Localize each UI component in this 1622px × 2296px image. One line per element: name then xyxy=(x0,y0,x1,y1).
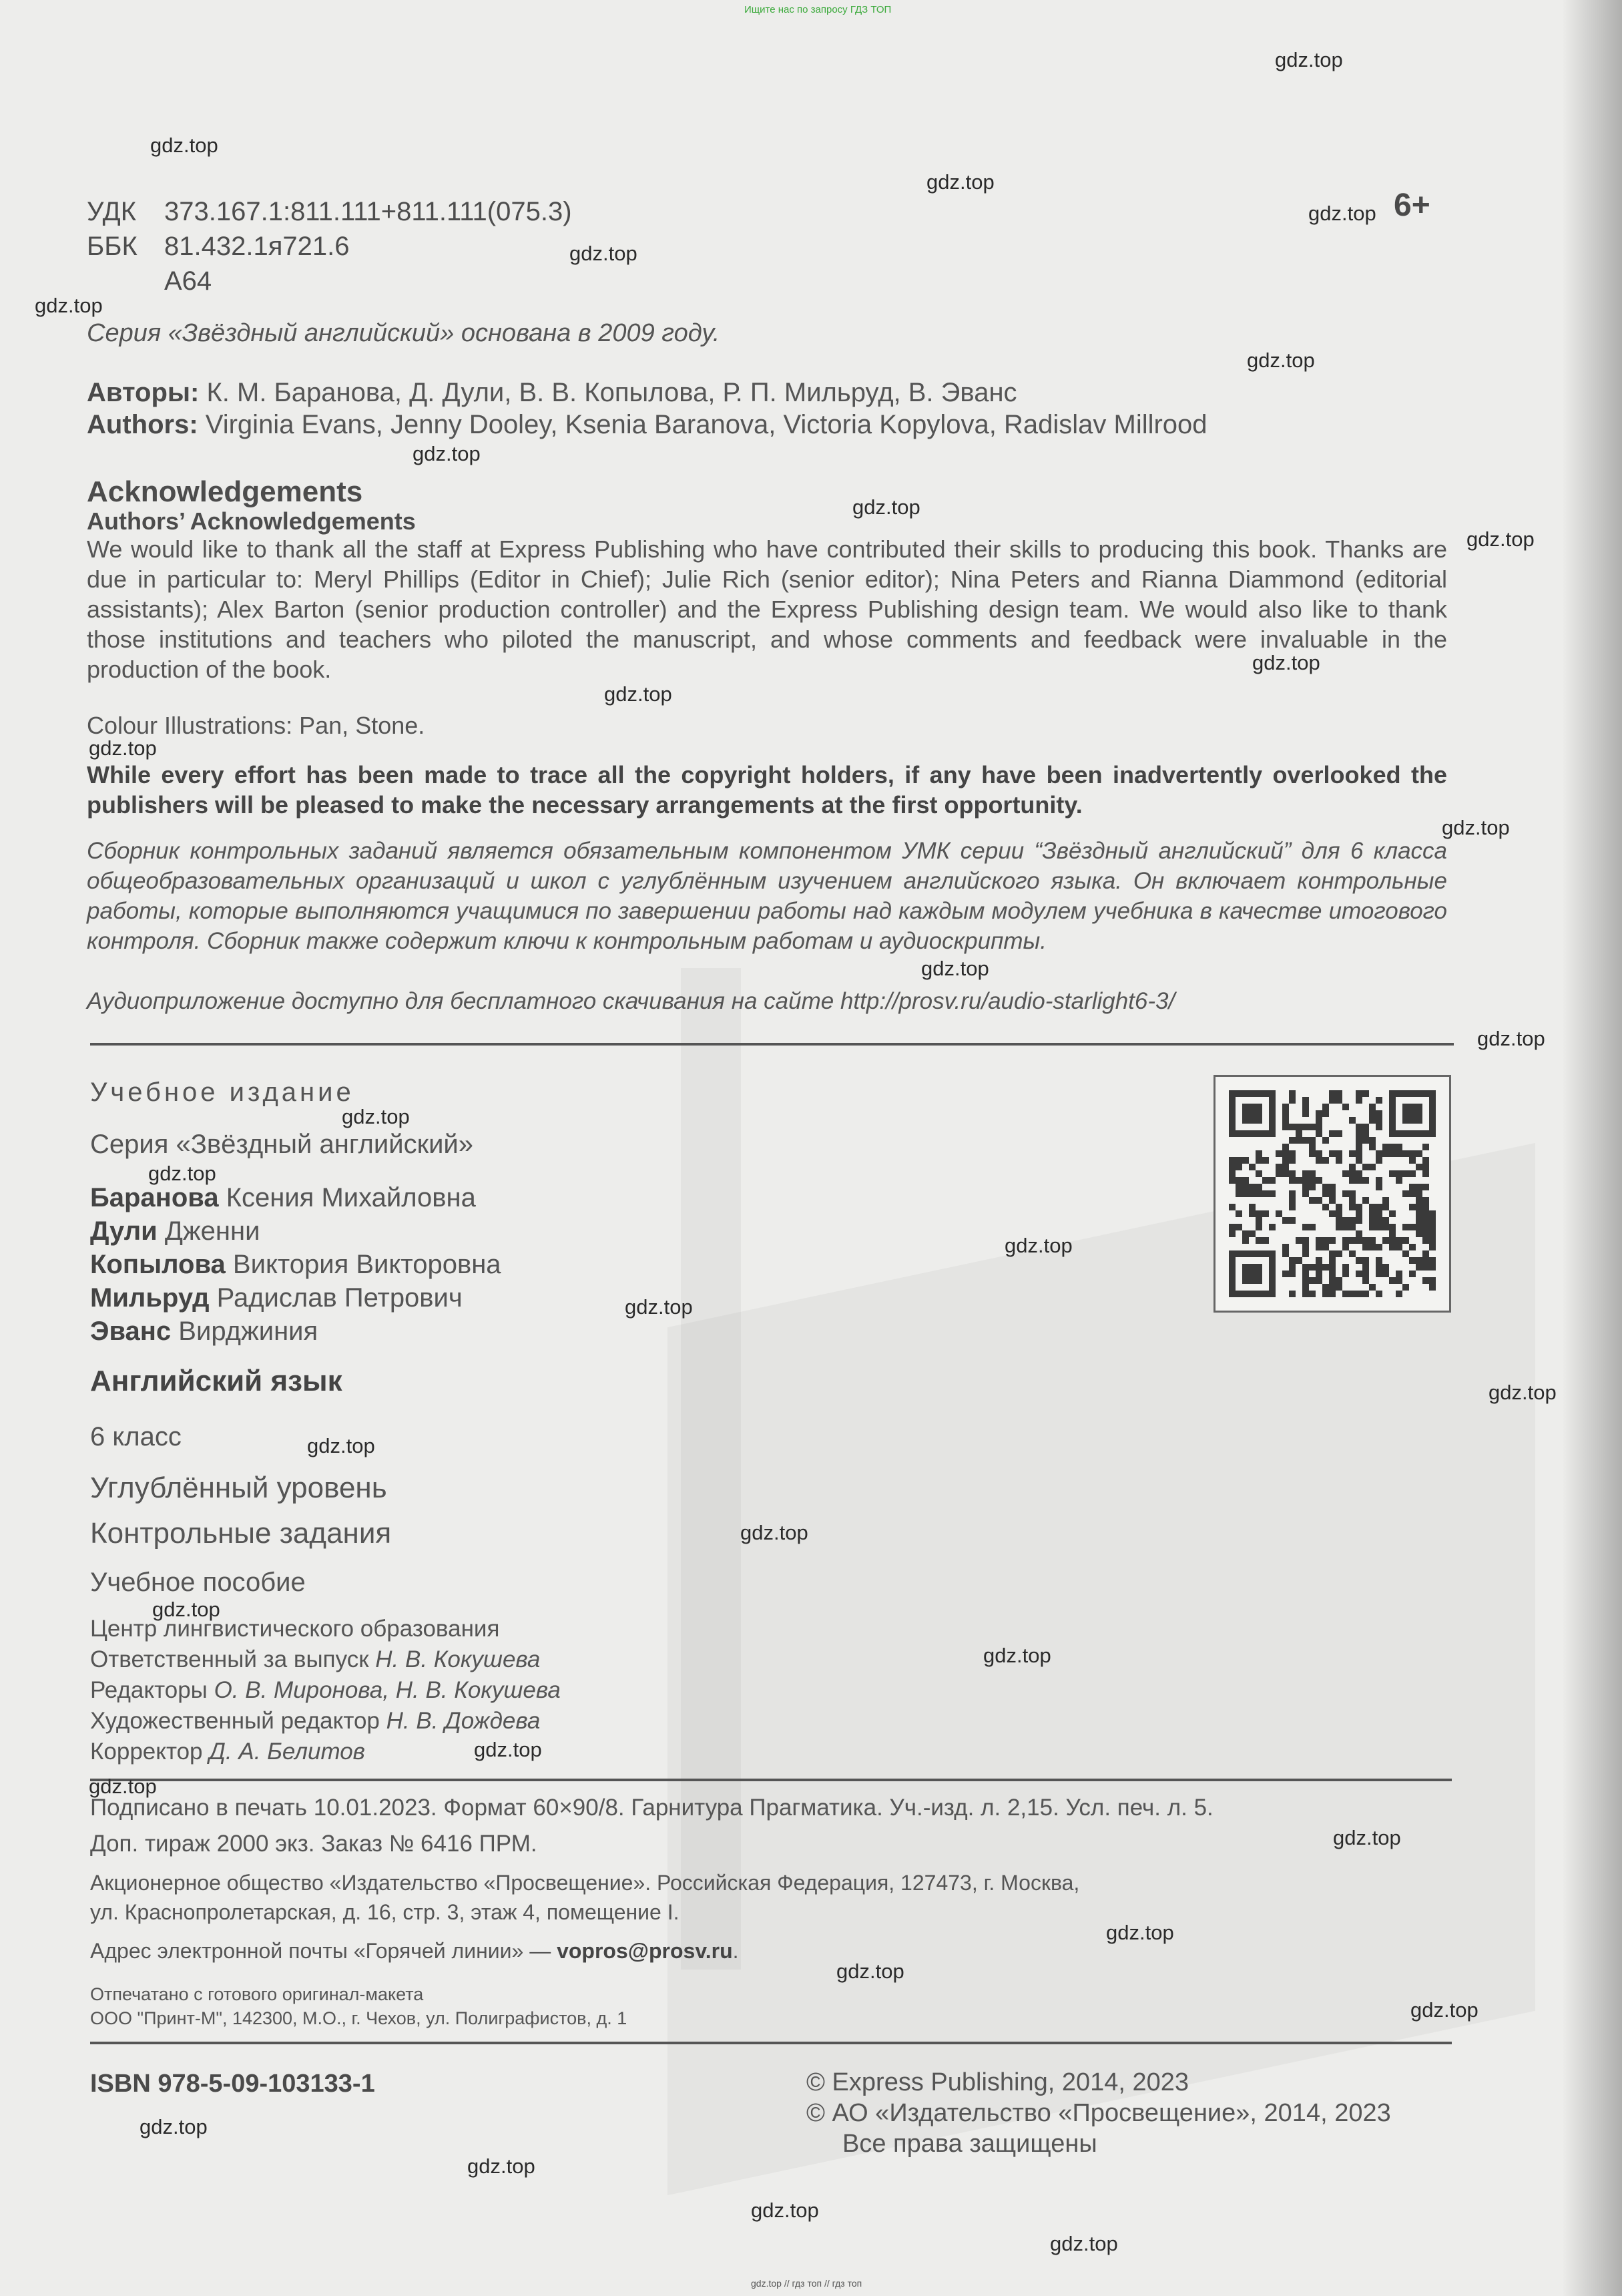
watermark: gdz.top xyxy=(1442,816,1510,839)
authors-ru-names: К. М. Баранова, Д. Дули, В. В. Копылова, Р. П. Мильруд, В. Эванс xyxy=(206,378,1017,407)
watermark: gdz.top xyxy=(740,1521,808,1544)
email-address: vopros@prosv.ru xyxy=(557,1939,733,1963)
grade: 6 класс xyxy=(90,1422,182,1451)
watermark: gdz.top xyxy=(342,1105,410,1128)
bbk-label: ББК xyxy=(87,232,138,261)
top-search-note: Ищите нас по запросу ГДЗ ТОП xyxy=(744,4,892,15)
print-run: Доп. тираж 2000 экз. Заказ № 6416 ПРМ. xyxy=(90,1831,537,1857)
authors-en xyxy=(87,410,1207,440)
page-edge-shadow xyxy=(1562,0,1622,2296)
author-dooley: Дули Дженни xyxy=(90,1216,260,1246)
book-title: Контрольные задания xyxy=(90,1517,392,1550)
all-rights-reserved: Все права защищены xyxy=(842,2130,1097,2158)
staff-art-editor: Художественный редактор Н. В. Дождева xyxy=(90,1708,541,1734)
divider-middle xyxy=(90,1779,1452,1781)
watermark: gdz.top xyxy=(1466,527,1535,551)
watermark: gdz.top xyxy=(152,1598,220,1621)
staff-proofreader: Корректор Д. А. Белитов xyxy=(90,1739,365,1765)
watermark: gdz.top xyxy=(1247,349,1315,372)
acknowledgements-body: We would like to thank all the staff at Express Publishing who have contributed their skills to producing this book. Thanks are due in particular to: Meryl Phillips (Editor in Chief); Julie Rich (senior editor); Nina Peters and Rianna Diammond (editorial assistants); Alex Barton (senior production controller) and the Express Publishing design team. We would also like to thank those institutions and teachers who piloted the manuscript, and whose comments and feedback were invaluable in the production of the book. xyxy=(87,535,1447,683)
watermark: gdz.top xyxy=(35,294,103,317)
watermark: gdz.top xyxy=(140,2115,208,2138)
edition-series: Серия «Звёздный английский» xyxy=(90,1130,474,1159)
staff-responsible: Ответственный за выпуск Н. В. Кокушева xyxy=(90,1646,541,1672)
divider-top xyxy=(90,1043,1454,1046)
watermark: gdz.top xyxy=(1005,1234,1073,1257)
divider-bottom xyxy=(90,2042,1452,2044)
authors-en-label: Authors: xyxy=(87,410,198,439)
acknowledgements-heading: Acknowledgements xyxy=(87,475,363,508)
audio-download-note: Аудиоприложение доступно для бесплатного скачивания на сайте http://prosv.ru/audio-starlight6-3/ xyxy=(87,988,1175,1014)
staff-center: Центр лингвистического образования xyxy=(90,1616,500,1642)
qr-code-icon xyxy=(1229,1090,1436,1297)
book-kind: Учебное пособие xyxy=(90,1568,306,1597)
watermark: gdz.top xyxy=(1333,1826,1401,1849)
copyright-express: © Express Publishing, 2014, 2023 xyxy=(806,2068,1189,2096)
watermark: gdz.top xyxy=(1489,1381,1557,1404)
bbk-value: 81.432.1я721.6 xyxy=(164,232,350,261)
author-code: А64 xyxy=(164,266,212,296)
bottom-search-note: gdz.top // гдз топ // гдз топ xyxy=(751,2278,862,2289)
author-evans: Эванс Вирджиния xyxy=(90,1317,318,1346)
print-info: Подписано в печать 10.01.2023. Формат 60×90/8. Гарнитура Прагматика. Уч.-изд. л. 2,15. Усл. печ. л. 5. xyxy=(90,1795,1213,1821)
colour-illustrations: Colour Illustrations: Pan, Stone. xyxy=(87,712,425,739)
edition-type: Учебное издание xyxy=(90,1078,354,1107)
authors-ru-label: Авторы: xyxy=(87,378,200,407)
bbk-line xyxy=(87,232,349,262)
watermark: gdz.top xyxy=(836,1960,904,1983)
copyright-prosveshchenie: © АО «Издательство «Просвещение», 2014, 2023 xyxy=(806,2099,1391,2127)
watermark: gdz.top xyxy=(150,134,218,157)
watermark: gdz.top xyxy=(1410,1998,1478,2022)
author-baranova: Баранова Ксения Михайловна xyxy=(90,1183,476,1212)
udk-value: 373.167.1:811.111+811.111(075.3) xyxy=(164,197,572,226)
watermark: gdz.top xyxy=(1477,1027,1545,1050)
staff-editors: Редакторы О. В. Миронова, Н. В. Кокушева xyxy=(90,1677,561,1703)
level: Углублённый уровень xyxy=(90,1471,387,1504)
watermark: gdz.top xyxy=(1106,1921,1174,1944)
watermark: gdz.top xyxy=(926,170,995,194)
hotline-email: Адрес электронной почты «Горячей линии» — vopros@prosv.ru. xyxy=(90,1939,739,1963)
copyright-holders-note: While every effort has been made to trace all the copyright holders, if any have been inadvertently overlooked the publishers will be pleased to make the necessary arrangements at the first opportunity. xyxy=(87,761,1447,819)
watermark: gdz.top xyxy=(1308,202,1376,225)
printed-from-layout: Отпечатано с готового оригинал-макета xyxy=(90,1984,424,2004)
watermark: gdz.top xyxy=(148,1162,216,1185)
publisher-address-line1: Акционерное общество «Издательство «Просвещение». Российская Федерация, 127473, г. Москва, xyxy=(90,1871,1080,1895)
author-code-line xyxy=(87,266,212,296)
watermark: gdz.top xyxy=(89,736,157,760)
watermark: gdz.top xyxy=(983,1644,1051,1667)
authors-en-names: Virginia Evans, Jenny Dooley, Ksenia Baranova, Victoria Kopylova, Radislav Millrood xyxy=(205,410,1207,439)
watermark: gdz.top xyxy=(852,495,920,519)
authors-ru xyxy=(87,378,1017,408)
publisher-address-line2: ул. Краснопролетарская, д. 16, стр. 3, этаж 4, помещение I. xyxy=(90,1900,680,1924)
watermark: gdz.top xyxy=(921,957,989,980)
watermark: gdz.top xyxy=(467,2154,535,2178)
watermark: gdz.top xyxy=(474,1738,542,1761)
age-rating: 6+ xyxy=(1394,188,1430,223)
udk-line xyxy=(87,197,572,227)
author-milrud: Мильруд Радислав Петрович xyxy=(90,1283,463,1313)
subject-title: Английский язык xyxy=(90,1365,342,1397)
watermark: gdz.top xyxy=(1252,651,1320,674)
authors-acknowledgements-subheading: Authors’ Acknowledgements xyxy=(87,507,416,535)
udk-label: УДК xyxy=(87,197,137,226)
watermark: gdz.top xyxy=(413,442,481,465)
description-ru: Сборник контрольных заданий является обязательным компонентом УМК серии “Звёздный английский” для 6 класса общеобразовательных организаций и школ с углублённым изучением английского языка. Он включает контрольные работы, которые выполняются учащимися по завершении работы над каждым модулем учебника в качестве итогового контроля. Сборник также содержит ключи к контрольным работам и аудиоскрипты. xyxy=(87,838,1447,954)
author-kopylova: Копылова Виктория Викторовна xyxy=(90,1250,501,1279)
watermark: gdz.top xyxy=(307,1434,375,1457)
qr-code-frame xyxy=(1213,1075,1451,1313)
watermark: gdz.top xyxy=(1275,48,1343,71)
printer-address: ООО "Принт-М", 142300, М.О., г. Чехов, ул. Полиграфистов, д. 1 xyxy=(90,2008,627,2028)
watermark: gdz.top xyxy=(751,2199,819,2222)
watermark: gdz.top xyxy=(604,682,672,706)
watermark: gdz.top xyxy=(569,242,637,265)
isbn: ISBN 978-5-09-103133-1 xyxy=(90,2070,375,2098)
watermark: gdz.top xyxy=(625,1295,693,1319)
series-note: Серия «Звёздный английский» основана в 2009 году. xyxy=(87,319,720,347)
watermark: gdz.top xyxy=(89,1775,157,1798)
watermark: gdz.top xyxy=(1050,2232,1118,2255)
